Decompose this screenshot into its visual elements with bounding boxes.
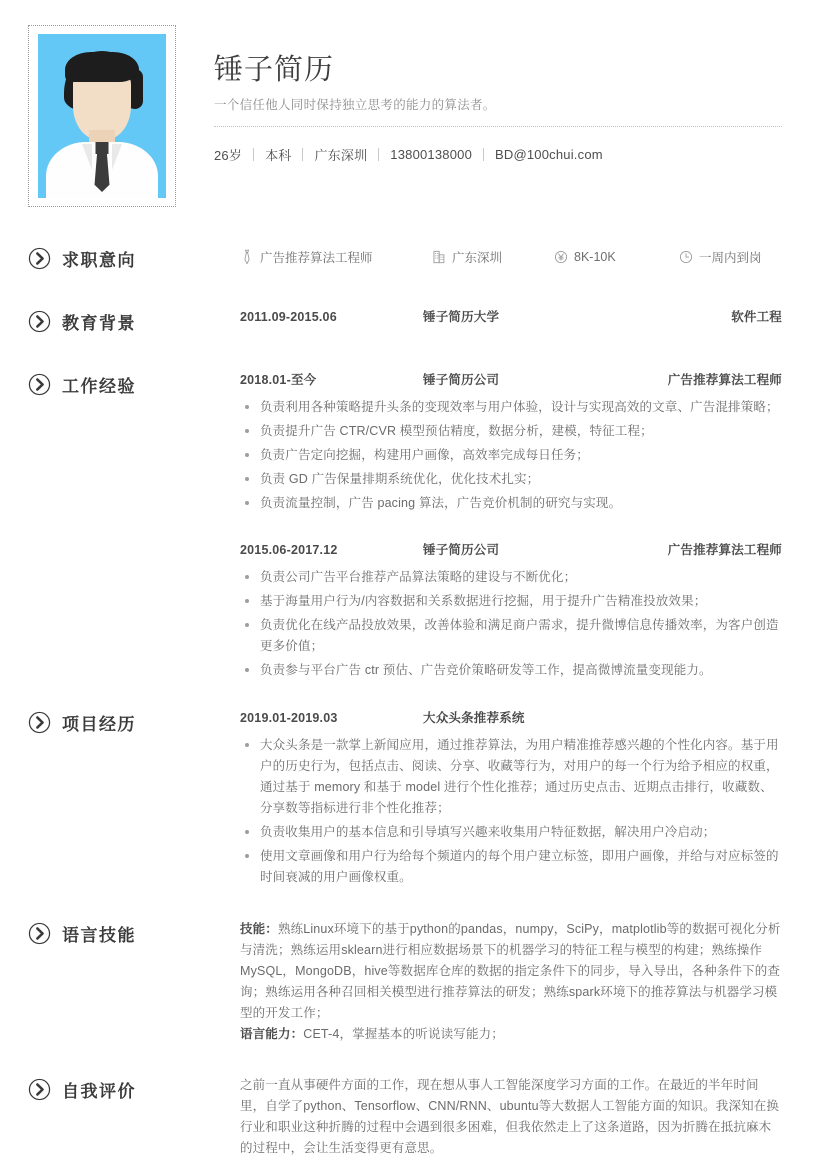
work-entry-header: [240, 540, 782, 558]
section-label-job-intention: [28, 244, 240, 271]
section-title: 工作经验: [62, 377, 136, 396]
avatar-collar-right: [112, 144, 122, 170]
section-title: 项目经历: [62, 715, 136, 734]
section-work-experience: [0, 370, 820, 684]
resume-header: [0, 0, 820, 222]
work-role: 广告推荐算法工程师: [667, 373, 782, 387]
work-entry: [240, 370, 782, 514]
work-duties-list: [240, 567, 782, 681]
section-title: 求职意向: [62, 251, 136, 270]
section-body-job-intention: [240, 244, 782, 266]
contact-phone: 13800138000: [390, 146, 473, 162]
contact-separator: [483, 148, 484, 161]
section-label-self-evaluation: [28, 1075, 240, 1102]
avatar-collar-left: [82, 144, 92, 170]
section-label-work-experience: [28, 370, 240, 397]
chevron-right-circle-icon: [28, 922, 51, 945]
intent-salary: [554, 249, 679, 265]
yen-circle-icon: [554, 249, 568, 265]
skills-text: 熟练Linux环境下的基于python的pandas，numpy，SciPy，matplotlib等的数据可视化分析与清洗；熟练运用sklearn进行相应数据场景下的机器学习的特征工程与模型的构建；熟练操作MySQL，MongoDB，hive等数据库仓库的数据的指定条件下的同步，导入导出，各种条件下的查询；熟练运用各种召回相关模型进行推荐算法的研发；熟练spark环境下的推荐算法与机器学习模型的开发工作；: [240, 922, 781, 1020]
clock-icon: [679, 249, 693, 265]
intent-location: [432, 248, 554, 266]
section-label-education: [28, 307, 240, 334]
section-body-work-experience: [240, 370, 782, 684]
section-label-skills: [28, 919, 240, 946]
skills-paragraph: [240, 919, 782, 1024]
avatar-tie: [95, 152, 110, 192]
contact-separator: [302, 148, 303, 161]
list-item: 负责提升广告 CTR/CVR 模型预估精度，数据分析，建模，特征工程；: [240, 421, 782, 442]
list-item: 负责流量控制，广告 pacing 算法，广告竞价机制的研究与实现。: [240, 493, 782, 514]
education-date: 2011.09-2015.06: [240, 310, 337, 324]
job-intention-items: [240, 244, 782, 266]
section-body-skills: [240, 919, 782, 1045]
education-major: 软件工程: [731, 310, 782, 324]
section-project-experience: [0, 708, 820, 891]
work-date: 2018.01-至今: [240, 373, 317, 387]
intent-position-label: 广告推荐算法工程师: [260, 251, 373, 265]
skills-label: 技能：: [240, 922, 278, 936]
section-title: 自我评价: [62, 1082, 136, 1101]
education-entry: [240, 307, 782, 325]
work-company: 锤子简历公司: [423, 543, 500, 557]
header-text-block: [176, 25, 782, 164]
language-label: 语言能力：: [240, 1027, 304, 1041]
work-company: 锤子简历公司: [423, 373, 500, 387]
list-item: 负责公司广告平台推荐产品算法策略的建设与不断优化；: [240, 567, 782, 588]
work-duties-list: [240, 397, 782, 514]
contact-location: 广东深圳: [314, 147, 368, 163]
header-tagline: 一个信任他人同时保持独立思考的能力的算法者。: [214, 97, 496, 112]
page-title: 锤子简历: [214, 54, 335, 86]
section-job-intention: [0, 244, 820, 271]
contact-degree: 本科: [265, 147, 292, 163]
section-label-project-experience: [28, 708, 240, 735]
chevron-right-circle-icon: [28, 1078, 51, 1101]
education-school: 锤子简历大学: [423, 310, 500, 324]
section-body-education: [240, 307, 782, 325]
section-body-project-experience: [240, 708, 782, 891]
intent-salary-label: 8K-10K: [574, 250, 616, 264]
list-item: 负责 GD 广告保量排期系统优化，优化技术扎实；: [240, 469, 782, 490]
section-title: 语言技能: [62, 926, 136, 945]
contact-separator: [253, 148, 254, 161]
necktie-icon: [240, 249, 254, 265]
contact-age: 26岁: [214, 147, 243, 163]
photo-frame: [28, 25, 176, 207]
list-item: 使用文章画像和用户行为给每个频道内的每个用户建立标签，即用户画像，并给与对应标签的时间衰减的用户画像权重。: [240, 846, 782, 888]
project-details-list: [240, 735, 782, 888]
project-date: 2019.01-2019.03: [240, 711, 338, 725]
list-item: 负责利用各种策略提升头条的变现效率与用户体验，设计与实现高效的文章、广告混排策略；: [240, 397, 782, 418]
list-item: 基于海量用户行为/内容数据和关系数据进行挖掘，用于提升广告精准投放效果；: [240, 591, 782, 612]
building-icon: [432, 249, 446, 265]
section-skills: [0, 919, 820, 1045]
header-divider: [214, 126, 782, 127]
contact-row: [214, 145, 782, 164]
chevron-right-circle-icon: [28, 373, 51, 396]
list-item: 负责收集用户的基本信息和引导填写兴趣来收集用户特征数据，解决用户冷启动；: [240, 822, 782, 843]
self-evaluation-text: 之前一直从事硬件方面的工作，现在想从事人工智能深度学习方面的工作。在最近的半年时间里，自学了python、Tensorflow、CNN/RNN、ubuntu等大数据人工智能方面的知识。我深知在换行业和职业这种折腾的过程中会遇到很多困难，但我依然走上了这条道路，因为折腾在抵抗麻木的过程中，会让生活变得更有意思。: [240, 1078, 780, 1155]
contact-separator: [378, 148, 379, 161]
avatar-photo: [38, 34, 166, 198]
section-body-self-evaluation: [240, 1075, 782, 1159]
intent-location-label: 广东深圳: [452, 251, 503, 265]
project-name: 大众头条推荐系统: [423, 711, 525, 725]
list-item: 负责参与平台广告 ctr 预估、广告竞价策略研发等工作，提高微博流量变现能力。: [240, 660, 782, 681]
chevron-right-circle-icon: [28, 310, 51, 333]
work-entry: [240, 540, 782, 681]
list-item: 负责优化在线产品投放效果，改善体验和满足商户需求，提升微博信息传播效率，为客户创造更多价值；: [240, 615, 782, 657]
work-role: 广告推荐算法工程师: [667, 543, 782, 557]
work-entry-header: [240, 370, 782, 388]
language-paragraph: [240, 1024, 782, 1045]
intent-availability: [679, 248, 762, 266]
chevron-right-circle-icon: [28, 711, 51, 734]
section-education: [0, 307, 820, 334]
project-entry-header: [240, 708, 782, 726]
section-self-evaluation: [0, 1075, 820, 1159]
work-date: 2015.06-2017.12: [240, 543, 338, 557]
list-item: 大众头条是一款掌上新闻应用，通过推荐算法，为用户精准推荐感兴趣的个性化内容。基于用户的历史行为，包括点击、阅读、分享、收藏等行为，对用户的每一个行为给予相应的权重，通过基于 memory 和基于 model 进行个性化推荐；通过历史点击、近期点击排行，收藏数、分享数等指标进行非个性化推荐；: [240, 735, 782, 819]
intent-position: [240, 248, 432, 266]
chevron-right-circle-icon: [28, 247, 51, 270]
contact-email: BD@100chui.com: [495, 146, 603, 162]
intent-availability-label: 一周内到岗: [699, 251, 762, 265]
list-item: 负责广告定向挖掘，构建用户画像，高效率完成每日任务；: [240, 445, 782, 466]
language-text: CET-4，掌握基本的听说读写能力；: [303, 1027, 504, 1041]
avatar-fringe-shape: [65, 52, 139, 82]
section-title: 教育背景: [62, 314, 136, 333]
